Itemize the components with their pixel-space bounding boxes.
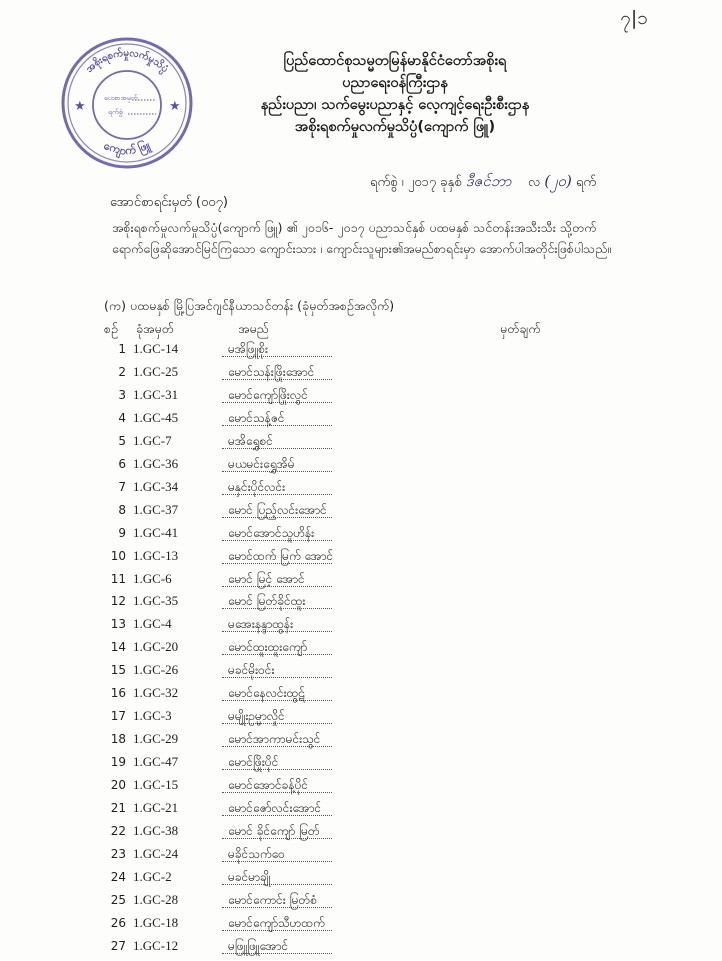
student-name: မောင်အောင်ခန့်ပိုင်	[228, 778, 309, 793]
table-row	[0, 846, 722, 869]
student-name: မခင်မာချို	[228, 869, 271, 884]
table-row	[0, 616, 722, 639]
table-row	[0, 387, 722, 410]
student-name: မအေးနန္ဒာထွန်း	[228, 617, 294, 632]
column-header-roll: ခုံအမှတ်	[136, 321, 174, 336]
table-row	[0, 364, 722, 387]
table-row	[0, 915, 722, 938]
row-number: 20	[110, 778, 126, 793]
seal-stamp-graphic	[52, 28, 202, 178]
roll-number: 1.GC-37	[133, 501, 179, 517]
official-seal	[52, 28, 202, 178]
roll-number: 1.GC-35	[133, 593, 179, 609]
date-line	[370, 172, 596, 194]
student-name: မအိဖြူစိုး	[228, 342, 268, 356]
table-row	[0, 662, 722, 685]
student-name: မောင်သန့်ဇင်	[228, 410, 285, 425]
roll-number: 1.GC-38	[133, 823, 179, 839]
table-row	[0, 502, 722, 525]
row-number: 3	[118, 387, 126, 402]
student-name: မောင် မြတ်ခိုင်ထူး	[228, 594, 306, 609]
date-month-label: လ	[527, 175, 541, 190]
roll-number: 1.GC-32	[133, 685, 179, 701]
student-name: မအိရွှေစင်	[228, 433, 273, 448]
row-number: 1	[118, 342, 126, 356]
date-month-handwritten: ဒီဇင်ဘာ	[465, 172, 512, 190]
roll-number: 1.GC-26	[133, 662, 179, 678]
header-line-government: ပြည်ထောင်စုသမ္မတမြန်မာနိုင်ငံတော်အစိုးရ	[283, 53, 507, 69]
student-name: မောင်ဖြိုးပိုင်	[228, 755, 279, 770]
roll-number: 1.GC-28	[133, 891, 179, 907]
letterhead	[230, 50, 560, 138]
table-row	[0, 410, 722, 433]
table-row	[0, 593, 722, 616]
roll-number: 1.GC-6	[133, 570, 172, 586]
seal-bottom-text: ကျောက် ဖြူ	[102, 138, 152, 158]
row-number: 16	[110, 686, 126, 701]
row-number: 11	[110, 571, 126, 586]
row-number: 4	[118, 410, 126, 425]
row-number: 12	[110, 594, 126, 609]
student-name: မခင်မိုးဝင်း	[228, 663, 275, 678]
svg-text:ကျောက် ဖြူ	[101, 136, 153, 161]
roll-number: 1.GC-2	[133, 868, 172, 884]
table-row	[0, 800, 722, 823]
student-name: မမျိုးဥမ္မာလှိုင်	[228, 709, 285, 724]
roll-number: 1.GC-29	[133, 731, 179, 747]
table-row	[0, 639, 722, 662]
svg-text:★: ★	[169, 99, 181, 114]
table-row	[0, 731, 722, 754]
table-row	[0, 456, 722, 479]
roll-number: 1.GC-41	[133, 524, 179, 540]
student-name: မောင်ဇော်လင်းအောင်	[228, 801, 322, 816]
header-line-institute: အစိုးရစက်မှုလက်မှုသိပ္ပံ(ကျောက် ဖြူ)	[294, 119, 496, 135]
results-list	[0, 341, 722, 961]
row-number: 19	[110, 755, 126, 770]
row-number: 17	[110, 709, 126, 724]
student-name: မယမင်းရွှေအိမ်	[228, 456, 295, 471]
table-row	[0, 892, 722, 915]
student-name: မဖြူဖြူအောင်	[228, 938, 289, 953]
roll-number: 1.GC-36	[133, 455, 179, 471]
roll-number: 1.GC-24	[133, 845, 179, 861]
table-row	[0, 754, 722, 777]
roll-number: 1.GC-25	[133, 363, 179, 379]
intro-paragraph: အစိုးရစက်မှုလက်မှုသိပ္ပံ(ကျောက် ဖြူ) ၏ ၂၀၁၆- ၂၀၁၇ ပညာသင်နှစ် ပထမနှစ် သင်တန်းအသီးသီး သို့တက်ရောက်ဖြေဆိုအောင်မြင်ကြသော ကျောင်းသား ၊ ကျောင်းသူများ၏အမည်စာရင်းမှာ အောက်ပါအတိုင်းဖြစ်ပါသည်။	[112, 220, 612, 256]
roll-number: 1.GC-34	[133, 478, 179, 494]
row-number: 27	[110, 938, 126, 953]
roll-number: 1.GC-14	[133, 341, 179, 356]
student-name: မောင်ကျော်သီဟထက်	[228, 915, 325, 930]
column-header-name: အမည်	[238, 321, 269, 336]
table-row	[0, 685, 722, 708]
svg-text:အစိုးရစက်မှုလက်မှုသိပ္ပံ	[84, 46, 170, 77]
roll-number: 1.GC-7	[133, 432, 172, 448]
table-row	[0, 938, 722, 961]
row-number: 2	[118, 364, 126, 379]
row-number: 23	[110, 846, 126, 861]
column-header-remark: မှတ်ချက်	[500, 321, 541, 336]
table-row	[0, 777, 722, 800]
svg-text:★: ★	[74, 99, 86, 114]
column-header-no: စဉ်	[104, 321, 118, 336]
student-name: မောင် မြင့် အောင်	[228, 571, 305, 586]
roll-number: 1.GC-20	[133, 639, 179, 655]
row-number: 25	[110, 892, 126, 907]
table-row	[0, 525, 722, 548]
table-row	[0, 479, 722, 502]
section-title: (က) ပထမနှစ် မြို့ပြအင်ဂျင်နီယာသင်တန်း (ခုံမှတ်အစဉ်အလိုက်)	[104, 298, 395, 313]
roll-number: 1.GC-21	[133, 800, 179, 816]
date-prefix: ရက်စွဲ ၊ ၂၀၁၇ ခုနှစ်	[370, 175, 462, 190]
table-row	[0, 433, 722, 456]
roll-number: 1.GC-15	[133, 777, 179, 793]
roll-number: 1.GC-13	[133, 547, 179, 563]
roll-number: 1.GC-3	[133, 708, 172, 724]
row-number: 14	[110, 640, 126, 655]
student-name: မောင်ကျော်ဖြိုးလွင်	[228, 387, 308, 402]
roll-number: 1.GC-4	[133, 616, 172, 632]
student-name: မခိုင်သက်ဝေ	[228, 846, 285, 861]
table-row	[0, 341, 722, 364]
table-row	[0, 571, 722, 594]
date-day-handwritten: (၂၀)	[544, 172, 572, 190]
date-suffix: ရက်	[575, 175, 597, 190]
row-number: 10	[110, 548, 126, 563]
table-row	[0, 708, 722, 731]
seal-top-text: အစိုးရစက်မှုလက်မှုသိပ္ပံ	[83, 47, 171, 75]
svg-text:ပေးစာအမှတ်: ပေးစာအမှတ်	[104, 94, 138, 102]
row-number: 15	[110, 663, 126, 678]
student-name: မောင်အာကာမင်းသွင်	[228, 732, 321, 747]
roll-number: 1.GC-47	[133, 754, 179, 770]
student-name: မောင်ထူးထူးကျော်	[228, 640, 308, 655]
roll-number: 1.GC-31	[133, 386, 179, 402]
table-row	[0, 869, 722, 892]
roll-number: 1.GC-45	[133, 409, 179, 425]
row-number: 9	[118, 525, 126, 540]
row-number: 21	[110, 801, 126, 816]
student-name: မောင် ပြည့်လင်းအောင်	[228, 502, 327, 517]
header-line-ministry: ပညာရေးဝန်ကြီးဌာန	[342, 75, 448, 91]
student-name: မောင်နေလင်းထွဋ်	[228, 686, 305, 701]
page-number: ၇|၁	[620, 7, 648, 29]
row-number: 26	[110, 915, 126, 930]
row-number: 22	[110, 824, 126, 839]
svg-text:ရက်စွဲ: ရက်စွဲ	[108, 108, 123, 116]
student-name: မနှင်းပိုင်လင်း	[228, 479, 286, 494]
student-name: မောင်အောင်သူဟိန်း	[228, 525, 315, 540]
row-number: 18	[110, 732, 126, 747]
roll-number: 1.GC-18	[133, 914, 179, 930]
row-number: 8	[118, 502, 126, 517]
student-name: မောင် ခိုင်ကျော် မြတ်	[228, 824, 320, 839]
roll-number: 1.GC-12	[133, 937, 179, 953]
results-reference-number: အောင်စာရင်းမှတ် (၀၀၇)	[110, 195, 228, 210]
table-row	[0, 548, 722, 571]
student-name: မောင်ကောင်း မြတ်စံ	[228, 892, 317, 907]
row-number: 13	[110, 617, 126, 632]
student-name: မောင်သန်းဖြိုးအောင်	[228, 364, 315, 379]
table-row	[0, 823, 722, 846]
row-number: 24	[110, 869, 126, 884]
row-number: 7	[118, 479, 126, 494]
row-number: 5	[118, 433, 126, 448]
student-name: မောင်ထက် မြက် အောင်	[228, 548, 334, 563]
row-number: 6	[118, 456, 126, 471]
header-line-department: နည်းပညာ၊ သက်မွေးပညာနှင့် လေ့ကျင့်ရေးဦးစီးဌာန	[260, 97, 530, 113]
